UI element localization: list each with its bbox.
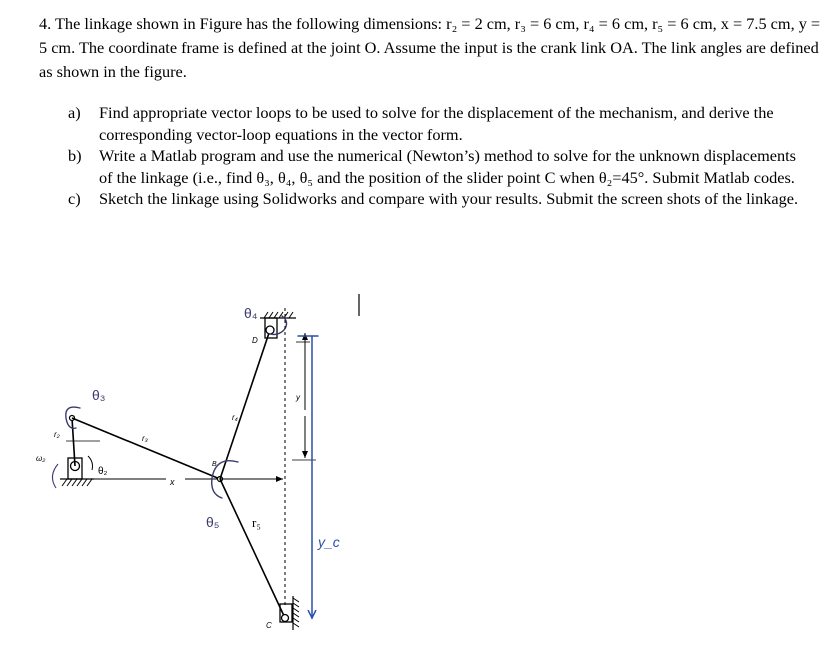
omega2-arrow (52, 464, 58, 488)
ground-pivot-O (60, 458, 94, 486)
r4-label: r₄ (232, 413, 238, 422)
omega2-label: ω₂ (36, 454, 46, 463)
C-label: C (266, 621, 272, 630)
theta2-arc (88, 456, 93, 470)
link-r3 (72, 418, 220, 479)
part-a-text: Find appropriate vector loops to be used to solve for the displacement of the mechanism, and derive the corresponding vector-loop equations in the vector form. (99, 103, 774, 144)
y-label: y (296, 393, 300, 402)
part-c-text: Sketch the linkage using Solidworks and compare with your results. Submit the screen shots of the linkage. (99, 189, 799, 208)
theta3-handwritten: θ₃ (92, 387, 106, 403)
part-b-text: Write a Matlab program and use the numerical (Newton’s) method to solve for the unknown displacements of the linkage (i.e., find θ₃, θ₄, θ₅ and the position of the slider point C when θ₂=45°. Submit Matlab codes. (99, 146, 796, 187)
theta2-label: θ₂ (98, 466, 108, 477)
theta5-handwritten: θ₅ (206, 514, 220, 530)
link-r4 (220, 330, 270, 479)
crank-link-r2 (72, 418, 75, 466)
theta4-handwritten: θ₄ (244, 305, 258, 321)
r3-label: r₃ (142, 434, 148, 443)
link-r5 (220, 479, 285, 618)
x-label: x (170, 477, 175, 487)
r2-label: r₂ (54, 430, 60, 439)
part-b-letter: b) (68, 146, 82, 165)
part-c-letter: c) (68, 189, 81, 208)
yc-handwritten: y_c (318, 534, 340, 550)
D-label: D (252, 336, 258, 345)
r5-label: r₅ (252, 515, 261, 530)
B-label: B (212, 461, 217, 468)
part-a-letter: a) (68, 103, 81, 122)
problem-statement: 4. The linkage shown in Figure has the following dimensions: r₂ = 2 cm, r₃ = 6 cm, r₄ = 6 cm, r₅ = 6 cm, x = 7.5 cm, y = 5 cm. The coordinate frame is defined at the joint O. Assume the input is the crank link OA. The link angles are defined as shown in the figure. (39, 14, 821, 81)
